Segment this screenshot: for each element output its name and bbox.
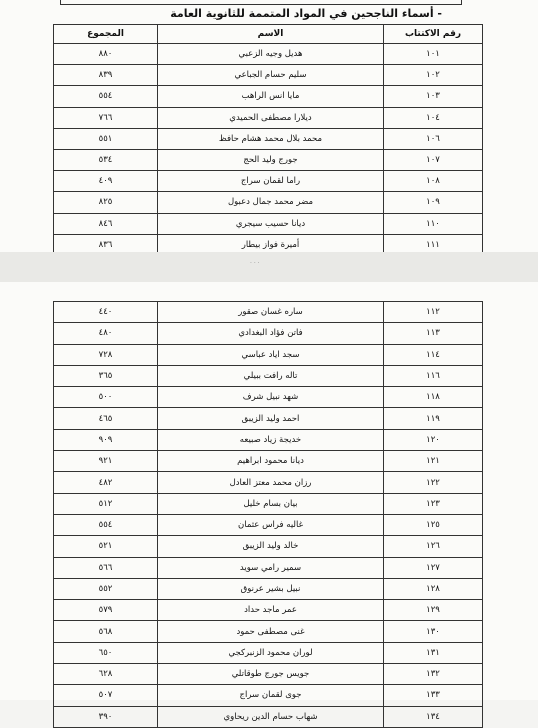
cell-name: جويس جورج طوقاتلي	[158, 664, 384, 685]
cell-total: ٤٨٠	[54, 323, 158, 344]
cell-name: جوى لقمان سراج	[158, 685, 384, 706]
table-row	[54, 578, 483, 599]
results-table-page-1	[53, 24, 483, 256]
cell-number: ١٢٧	[384, 557, 483, 578]
cell-total: ٥٠٧	[54, 685, 158, 706]
cell-number: ١٠١	[384, 44, 483, 65]
cell-total: ٩٢١	[54, 451, 158, 472]
cell-total: ٣٩٠	[54, 706, 158, 727]
cell-total: ٣٦٥	[54, 365, 158, 386]
cell-name: سجد اياد عباسي	[158, 344, 384, 365]
cell-total: ٨٢٥	[54, 192, 158, 213]
cell-name: ساره غسان صقور	[158, 302, 384, 323]
cell-total: ٥٥٢	[54, 578, 158, 599]
cell-number: ١١٦	[384, 365, 483, 386]
section-heading: - أسماء الناجحين في المواد المتممة للثانوية العامة	[170, 7, 442, 20]
cell-total: ٨٤٦	[54, 213, 158, 234]
page-gap-mark: · · ·	[250, 260, 260, 267]
cell-total: ٥١٢	[54, 493, 158, 514]
table-row	[54, 302, 483, 323]
table-row	[54, 65, 483, 86]
cell-number: ١٣٣	[384, 685, 483, 706]
table-row	[54, 365, 483, 386]
cell-number: ١١٤	[384, 344, 483, 365]
cell-number: ١٢١	[384, 451, 483, 472]
cell-total: ٤٨٢	[54, 472, 158, 493]
cell-total: ٥٥٤	[54, 86, 158, 107]
cell-total: ٨٣٦	[54, 234, 158, 255]
cell-name: جورج وليد الحج	[158, 149, 384, 170]
table-row	[54, 86, 483, 107]
cell-number: ١٠٩	[384, 192, 483, 213]
cell-number: ١٣٠	[384, 621, 483, 642]
cell-total: ٥٧٩	[54, 600, 158, 621]
cell-total: ٥٦٨	[54, 621, 158, 642]
cell-number: ١٣١	[384, 642, 483, 663]
results-table-page-2	[53, 301, 483, 728]
cell-number: ١١٠	[384, 213, 483, 234]
cell-name: هديل وجيه الزعبي	[158, 44, 384, 65]
cell-total: ٥٦٦	[54, 557, 158, 578]
table-row	[54, 664, 483, 685]
cell-total: ٥٥٤	[54, 514, 158, 535]
cell-number: ١٠٨	[384, 171, 483, 192]
cell-total: ٨٣٩	[54, 65, 158, 86]
cell-number: ١٢٨	[384, 578, 483, 599]
cell-number: ١٠٦	[384, 128, 483, 149]
cell-total: ٥٣٤	[54, 149, 158, 170]
cell-number: ١٠٤	[384, 107, 483, 128]
cell-name: رزان محمد معتز العادل	[158, 472, 384, 493]
cell-total: ٧٢٨	[54, 344, 158, 365]
cell-name: لوران محمود الزنبركجي	[158, 642, 384, 663]
previous-table-bottom-edge	[60, 0, 462, 5]
column-header-total: المجموع	[54, 25, 158, 44]
table-row	[54, 44, 483, 65]
cell-name: محمد بلال محمد هشام حافظ	[158, 128, 384, 149]
cell-name: نبيل بشير عرنوق	[158, 578, 384, 599]
cell-total: ٦٢٨	[54, 664, 158, 685]
cell-number: ١٢٥	[384, 514, 483, 535]
table-row	[54, 213, 483, 234]
cell-name: ديانا حسيب سيجري	[158, 213, 384, 234]
cell-total: ٧٦٦	[54, 107, 158, 128]
cell-name: احمد وليد الزيبق	[158, 408, 384, 429]
cell-number: ١٢٣	[384, 493, 483, 514]
page-1	[0, 0, 538, 252]
table-row	[54, 706, 483, 727]
column-header-name: الاسم	[158, 25, 384, 44]
cell-number: ١٠٧	[384, 149, 483, 170]
cell-name: بيان بسام خليل	[158, 493, 384, 514]
cell-total: ٤٦٥	[54, 408, 158, 429]
cell-number: ١١٨	[384, 387, 483, 408]
cell-number: ١٠٢	[384, 65, 483, 86]
table-row	[54, 621, 483, 642]
page-gap	[0, 252, 538, 282]
cell-number: ١١١	[384, 234, 483, 255]
table-row	[54, 387, 483, 408]
cell-number: ١٢٠	[384, 429, 483, 450]
cell-name: ديانا محمود ابراهيم	[158, 451, 384, 472]
cell-name: سليم حسام الجباعي	[158, 65, 384, 86]
cell-number: ١٢٢	[384, 472, 483, 493]
cell-total: ٤٤٠	[54, 302, 158, 323]
table-header-row	[54, 25, 483, 44]
cell-name: غاليه فراس عثمان	[158, 514, 384, 535]
table-row	[54, 451, 483, 472]
cell-name: مايا انس الراهب	[158, 86, 384, 107]
table-row	[54, 323, 483, 344]
cell-name: خديجة زياد صبيعه	[158, 429, 384, 450]
table-row	[54, 408, 483, 429]
table-row	[54, 557, 483, 578]
table-row	[54, 192, 483, 213]
table-row	[54, 149, 483, 170]
column-header-number: رقم الاكتتاب	[384, 25, 483, 44]
table-row	[54, 472, 483, 493]
page-2	[0, 282, 538, 722]
table-row	[54, 685, 483, 706]
cell-number: ١٢٩	[384, 600, 483, 621]
cell-number: ١٣٤	[384, 706, 483, 727]
cell-number: ١١٢	[384, 302, 483, 323]
cell-total: ٩٠٩	[54, 429, 158, 450]
table-row	[54, 128, 483, 149]
table-row	[54, 536, 483, 557]
table-row	[54, 514, 483, 535]
table-row	[54, 600, 483, 621]
table-row	[54, 642, 483, 663]
cell-total: ٥٢١	[54, 536, 158, 557]
cell-name: مضر محمد جمال دعبول	[158, 192, 384, 213]
cell-total: ٦٥٠	[54, 642, 158, 663]
cell-name: راما لقمان سراج	[158, 171, 384, 192]
cell-name: شهاب حسام الدين ريحاوي	[158, 706, 384, 727]
table-row	[54, 107, 483, 128]
cell-name: ديلارا مصطفى الحميدي	[158, 107, 384, 128]
cell-number: ١٠٣	[384, 86, 483, 107]
table-row	[54, 429, 483, 450]
cell-name: سمير رامي سويد	[158, 557, 384, 578]
cell-total: ٨٨٠	[54, 44, 158, 65]
table-row	[54, 344, 483, 365]
cell-number: ١٣٢	[384, 664, 483, 685]
cell-total: ٥٥١	[54, 128, 158, 149]
cell-number: ١٢٦	[384, 536, 483, 557]
cell-name: عمر ماجد حداد	[158, 600, 384, 621]
cell-total: ٥٠٠	[54, 387, 158, 408]
cell-name: أميرة فواز بيطار	[158, 234, 384, 255]
table-row	[54, 493, 483, 514]
table-row	[54, 171, 483, 192]
cell-number: ١١٣	[384, 323, 483, 344]
cell-name: فاتن فؤاد البغدادي	[158, 323, 384, 344]
cell-name: شهد نبيل شرف	[158, 387, 384, 408]
cell-number: ١١٩	[384, 408, 483, 429]
cell-name: تاله رافت ببيلي	[158, 365, 384, 386]
cell-total: ٤٠٩	[54, 171, 158, 192]
cell-name: خالد وليد الزيبق	[158, 536, 384, 557]
cell-name: غنى مصطفى حمود	[158, 621, 384, 642]
